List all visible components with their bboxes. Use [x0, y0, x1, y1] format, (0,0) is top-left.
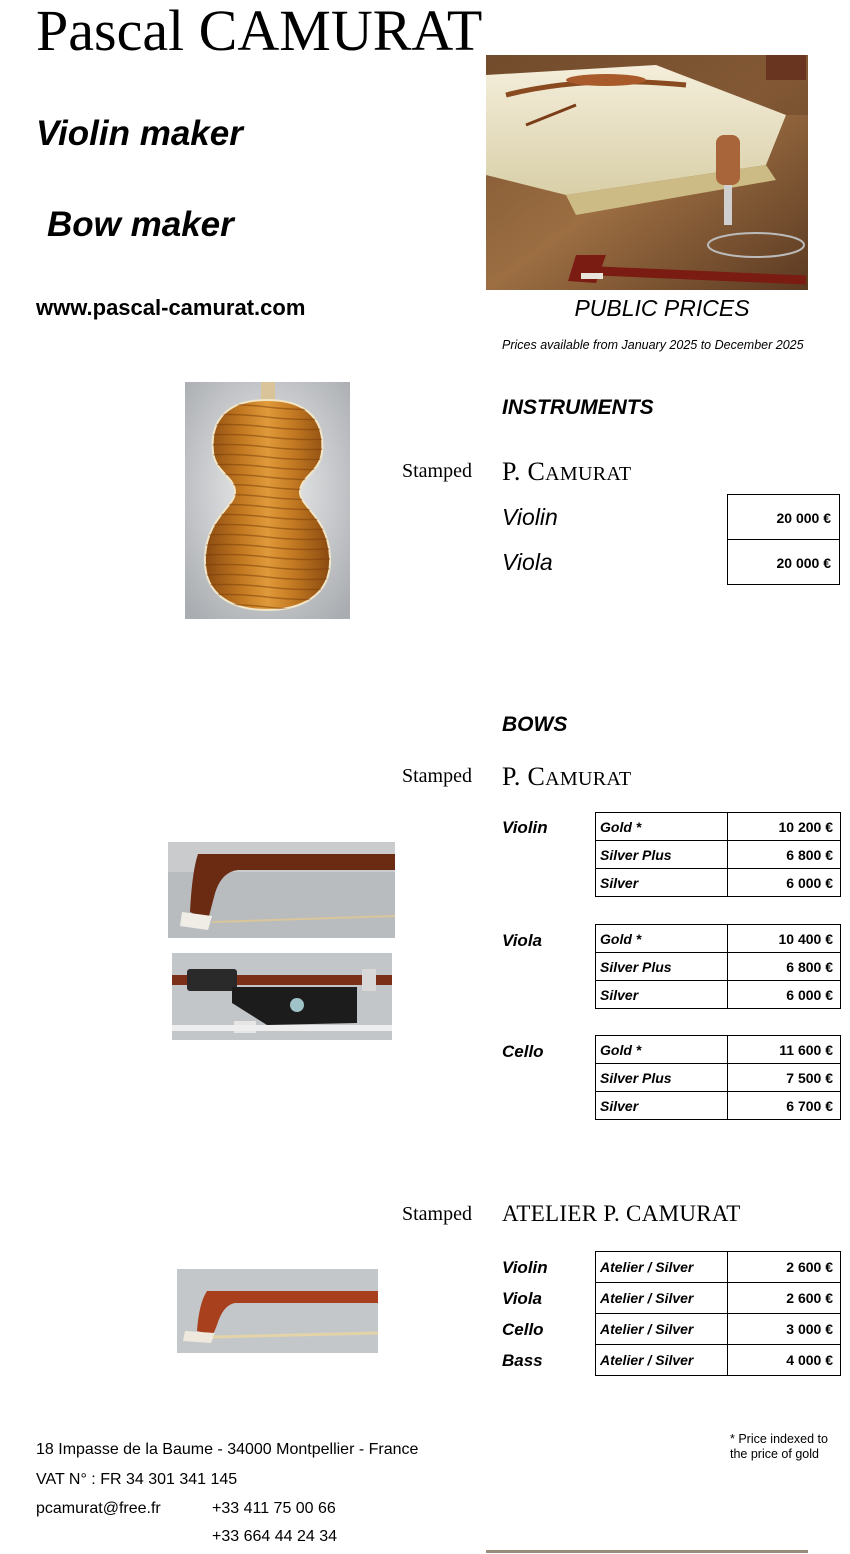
bow-grade: Silver	[596, 981, 728, 1009]
atelier-instrument: Cello	[502, 1320, 544, 1339]
bow-grade: Silver	[596, 869, 728, 897]
footer-phone-2[interactable]: +33 664 44 24 34	[212, 1528, 338, 1545]
table-row	[596, 1314, 841, 1345]
role-violin-maker: Violin maker	[36, 114, 243, 153]
atelier-grade: Atelier / Silver	[596, 1345, 728, 1376]
instrument-name-violin: Violin	[502, 504, 558, 530]
bow-grade: Gold *	[596, 925, 728, 953]
atelier-instrument: Violin	[502, 1258, 548, 1277]
bow-group-label-violin: Violin	[502, 818, 548, 837]
table-row	[596, 1345, 841, 1376]
atelier-grade: Atelier / Silver	[596, 1314, 728, 1345]
bow-price: 6 800 €	[728, 841, 841, 869]
bow-head-photo	[168, 842, 395, 938]
table-row	[596, 953, 841, 981]
bows-heading: BOWS	[502, 713, 568, 736]
website-link[interactable]: www.pascal-camurat.com	[36, 295, 306, 320]
price-availability: Prices available from January 2025 to December 2025	[502, 338, 804, 352]
atelier-grade: Atelier / Silver	[596, 1283, 728, 1314]
gold-price-note: * Price indexed to the price of gold	[730, 1432, 828, 1461]
atelier-bow-photo	[177, 1269, 378, 1353]
bow-grade: Silver Plus	[596, 953, 728, 981]
atelier-price: 2 600 €	[728, 1252, 841, 1283]
table-row	[596, 841, 841, 869]
atelier-price: 2 600 €	[728, 1283, 841, 1314]
instrument-name-viola: Viola	[502, 549, 553, 575]
bow-price-table-violin	[595, 812, 841, 897]
bow-price: 7 500 €	[728, 1064, 841, 1092]
table-row	[596, 813, 841, 841]
bow-grade: Silver Plus	[596, 841, 728, 869]
table-row	[596, 925, 841, 953]
bow-price: 6 000 €	[728, 981, 841, 1009]
bow-price-table-cello	[595, 1035, 841, 1120]
atelier-instrument: Bass	[502, 1351, 543, 1370]
bow-frog-photo	[172, 953, 392, 1040]
footer-address: 18 Impasse de la Baume - 34000 Montpellier - France	[36, 1441, 419, 1458]
bow-grade: Silver	[596, 1092, 728, 1120]
table-row	[596, 1036, 841, 1064]
public-prices-heading: PUBLIC PRICES	[574, 295, 750, 321]
maker-name: Pascal CAMURAT	[36, 0, 483, 63]
bow-grade: Silver Plus	[596, 1064, 728, 1092]
footer-vat: VAT N° : FR 34 301 341 145	[36, 1471, 238, 1488]
workshop-photo	[486, 55, 808, 290]
atelier-grade: Atelier / Silver	[596, 1252, 728, 1283]
bow-grade: Gold *	[596, 1036, 728, 1064]
bow-price-table-viola	[595, 924, 841, 1009]
bow-group-label-viola: Viola	[502, 931, 542, 950]
bows-brand: P. CAMURAT	[502, 762, 632, 791]
bow-price: 11 600 €	[728, 1036, 841, 1064]
bows-stamped-label: Stamped	[402, 765, 472, 787]
footer-email[interactable]: pcamurat@free.fr	[36, 1500, 161, 1517]
instruments-heading: INSTRUMENTS	[502, 396, 654, 419]
instrument-price-viola: 20 000 €	[727, 539, 840, 585]
atelier-price: 4 000 €	[728, 1345, 841, 1376]
bow-group-label-cello: Cello	[502, 1042, 544, 1061]
table-row	[596, 869, 841, 897]
instruments-stamped-label: Stamped	[402, 460, 472, 482]
instruments-brand: P. CAMURAT	[502, 457, 632, 486]
bow-price: 10 400 €	[728, 925, 841, 953]
bow-price: 6 800 €	[728, 953, 841, 981]
bottom-photo-edge	[486, 1550, 808, 1553]
atelier-brand: ATELIER P. CAMURAT	[502, 1201, 741, 1226]
table-row	[596, 1092, 841, 1120]
instrument-price-violin: 20 000 €	[727, 494, 840, 540]
bow-price: 6 700 €	[728, 1092, 841, 1120]
footer-phone-1[interactable]: +33 411 75 00 66	[212, 1500, 336, 1517]
bow-grade: Gold *	[596, 813, 728, 841]
role-bow-maker: Bow maker	[47, 205, 234, 244]
bow-price: 10 200 €	[728, 813, 841, 841]
table-row	[596, 1064, 841, 1092]
atelier-price: 3 000 €	[728, 1314, 841, 1345]
table-row	[596, 1283, 841, 1314]
table-row	[596, 981, 841, 1009]
atelier-stamped-label: Stamped	[402, 1203, 472, 1225]
violin-back-photo	[185, 382, 350, 619]
bow-price: 6 000 €	[728, 869, 841, 897]
atelier-price-table	[595, 1251, 841, 1376]
table-row	[596, 1252, 841, 1283]
atelier-instrument: Viola	[502, 1289, 542, 1308]
